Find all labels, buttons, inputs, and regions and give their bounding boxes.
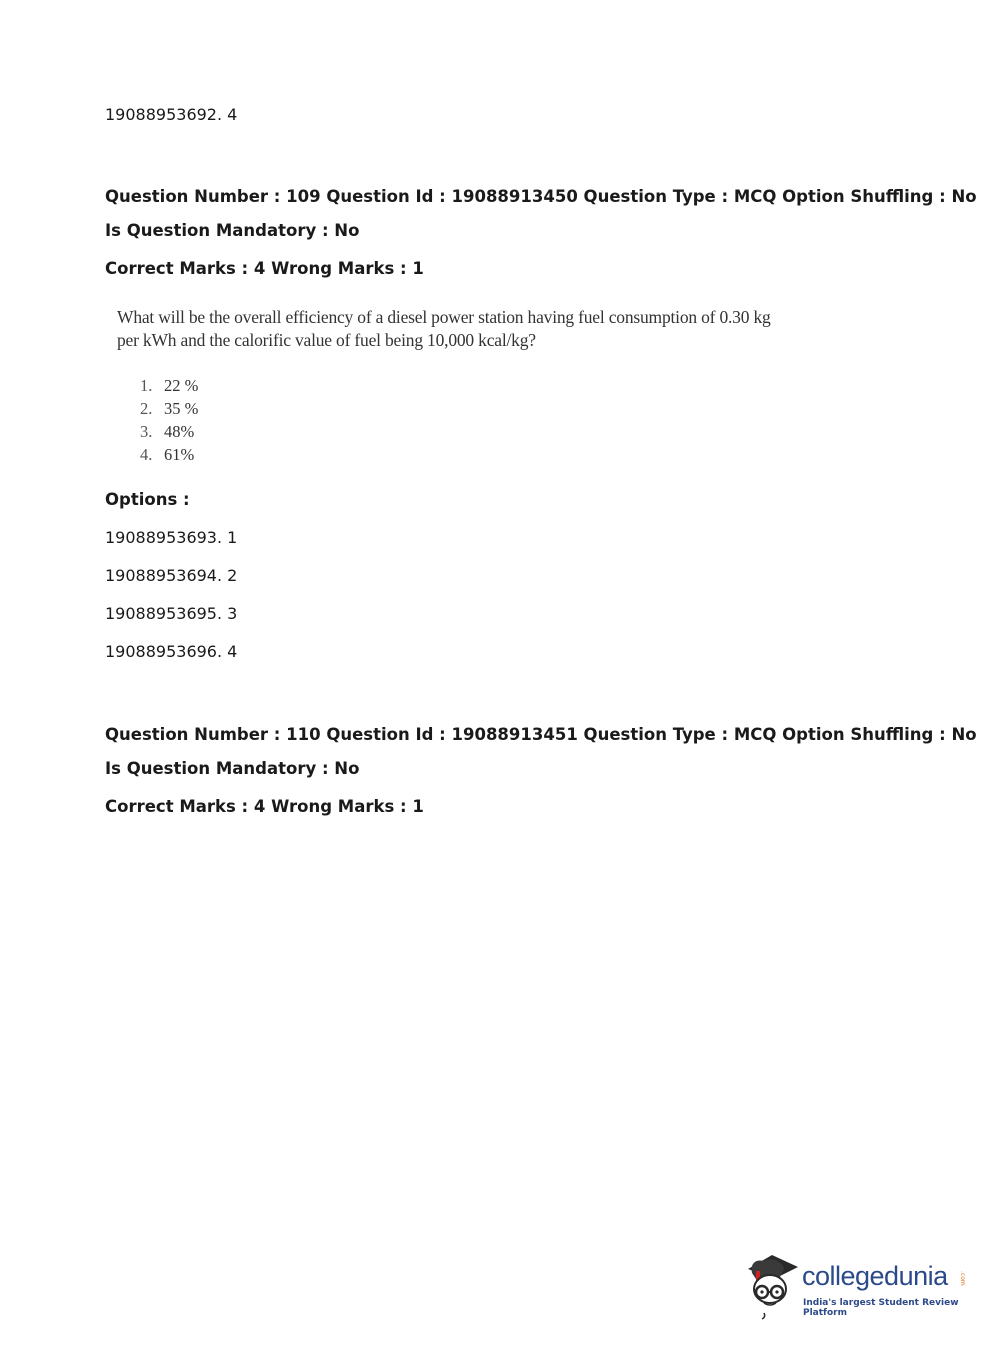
option-id: 19088953694. 2 xyxy=(105,566,238,585)
logo-wordmark: collegedunia xyxy=(802,1261,948,1291)
question-109-header: Question Number : 109 Question Id : 19088913450 Question Type : MCQ Option Shuffling : No xyxy=(105,187,977,206)
logo-suffix: .com xyxy=(959,1271,966,1286)
question-109-text-line1: What will be the overall efficiency of a diesel power station having fuel consumption of 0.30 kg xyxy=(117,307,771,327)
question-110-marks: Correct Marks : 4 Wrong Marks : 1 xyxy=(105,797,424,816)
option-id: 19088953695. 3 xyxy=(105,604,238,623)
question-109-choice: 4. 61% xyxy=(140,445,195,464)
collegedunia-logo xyxy=(742,1247,972,1322)
option-id: 19088953696. 4 xyxy=(105,642,238,661)
question-109-mandatory: Is Question Mandatory : No xyxy=(105,221,360,240)
mascot-icon xyxy=(742,1247,804,1322)
question-110-header: Question Number : 110 Question Id : 19088913451 Question Type : MCQ Option Shuffling : No xyxy=(105,725,977,744)
question-109-choice: 3. 48% xyxy=(140,422,195,441)
logo-tagline: India's largest Student Review Platform xyxy=(803,1298,959,1318)
question-109-choice: 1. 22 % xyxy=(140,376,199,395)
option-id: 19088953693. 1 xyxy=(105,528,238,547)
question-110-mandatory: Is Question Mandatory : No xyxy=(105,759,360,778)
options-label: Options : xyxy=(105,490,190,509)
question-109-choice: 2. 35 % xyxy=(140,399,199,418)
question-109-marks: Correct Marks : 4 Wrong Marks : 1 xyxy=(105,259,424,278)
question-109-text-line2: per kWh and the calorific value of fuel being 10,000 kcal/kg? xyxy=(117,330,536,350)
option-id-previous: 19088953692. 4 xyxy=(105,105,238,124)
